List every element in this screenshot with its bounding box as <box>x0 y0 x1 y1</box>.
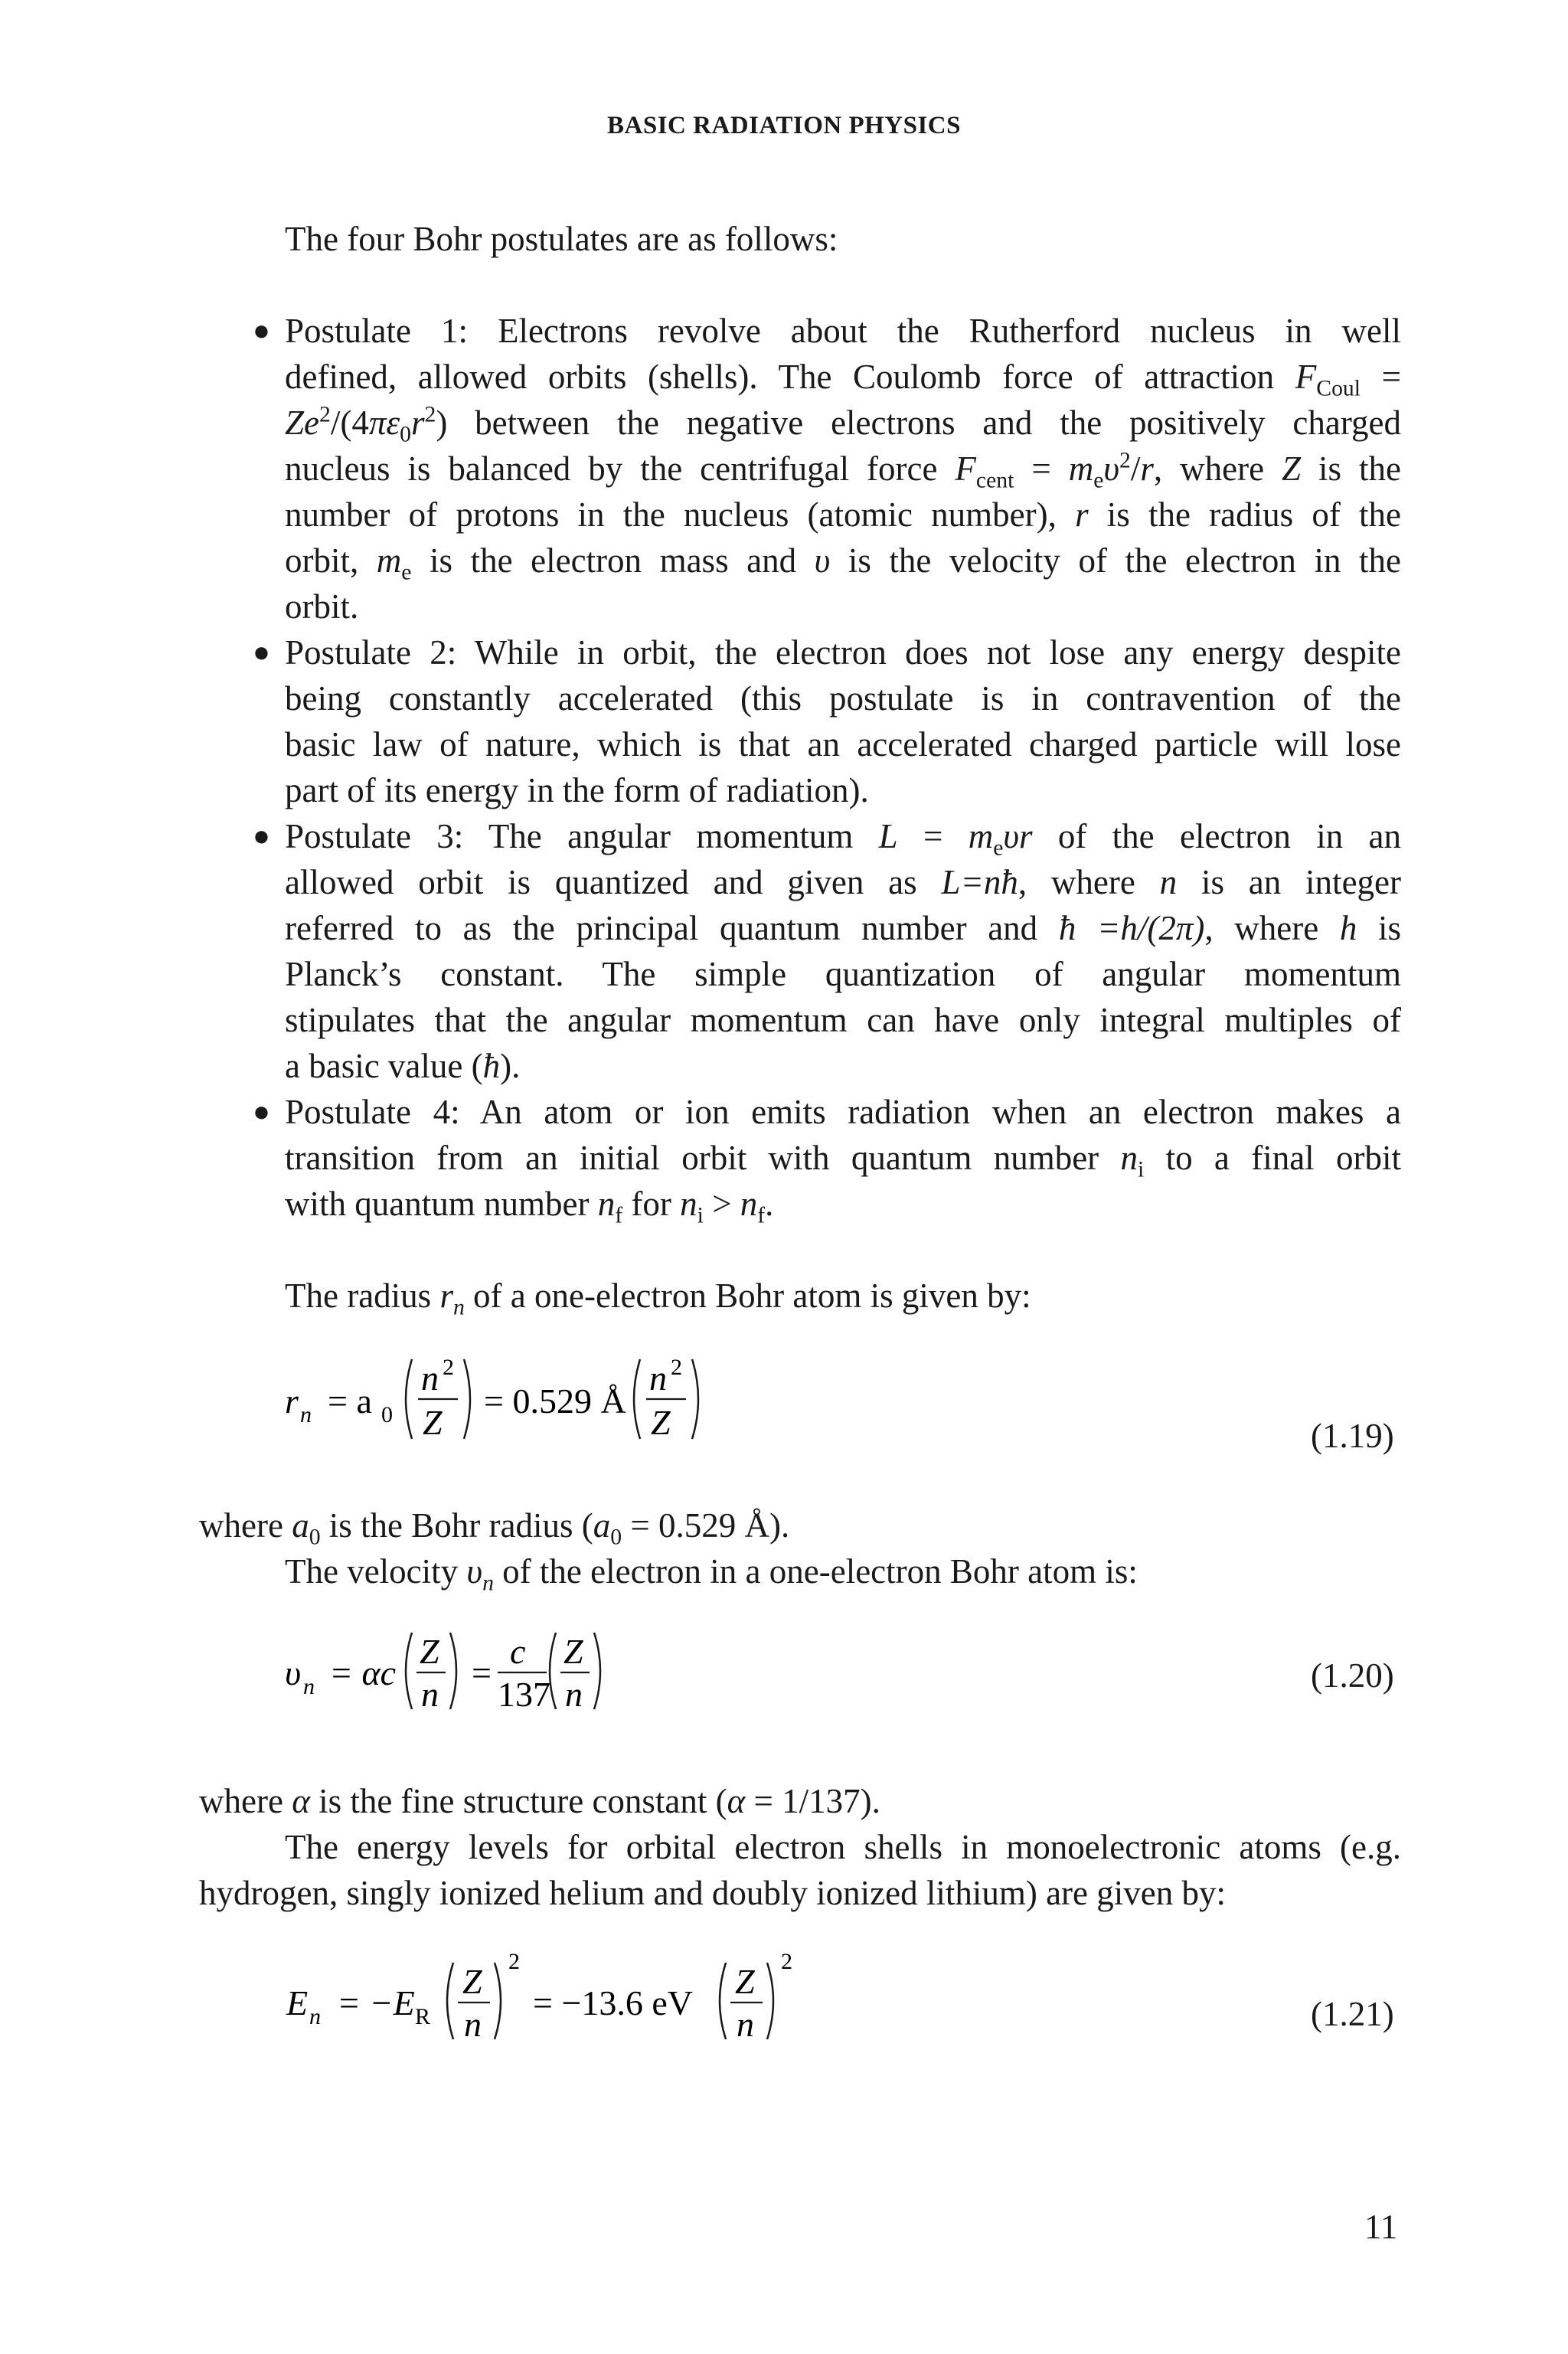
fine-structure-text: where α is the fine structure constant (α = 1/137). <box>199 1782 880 1820</box>
eq121-sup2: 2 <box>781 1949 792 1974</box>
eq119-den1: Z <box>423 1403 443 1442</box>
bohr-radius-text: where $a_0$ is the Bohr radius ($a_0 = 0.529$ Å). <box>199 1506 790 1550</box>
postulate-3-line-4: Planck’s constant. The simple quantization of angular momentum <box>285 955 1401 993</box>
eq120-eq2: = <box>472 1653 492 1692</box>
postulate-2-line-1: Postulate 2: While in orbit, the electron does not lose any energy despite <box>285 633 1401 672</box>
equation-1-21 <box>276 1941 827 2056</box>
postulate-2-line-3: basic law of nature, which is that an accelerated charged particle will lose <box>285 725 1401 763</box>
postulate-1-line-7: orbit. <box>285 587 359 626</box>
running-head: BASIC RADIATION PHYSICS <box>607 112 961 139</box>
postulate-1-line-2: defined, allowed orbits (shells). The Coulomb force of attraction $F_{Coul}$ = <box>285 358 1401 401</box>
eq120-den2: n <box>565 1675 583 1714</box>
postulate-4-line-1: Postulate 4: An atom or ion emits radiation when an electron makes a <box>285 1093 1401 1131</box>
eq120-lhs: υ <box>285 1653 302 1692</box>
eq121-den1: n <box>464 2005 482 2044</box>
eq119-mid: = 0.529 Å <box>484 1381 626 1421</box>
left-paren-icon <box>720 1963 726 2039</box>
postulate-3-line-1: Postulate 3: The angular momentum $L = m_e\upsilon r$ of the electron in an <box>285 817 1401 861</box>
postulate-2-line-4: part of its energy in the form of radiation). <box>285 771 869 809</box>
postulate-1-line-3: $Ze^2/(4\pi\varepsilon_0r^2)$ between the negative electrons and the positively charged <box>285 402 1401 447</box>
eq121-num2: Z <box>735 1962 755 2001</box>
velocity-intro: The velocity $\upsilon_n$ of the electron in a one-electron Bohr atom is: <box>285 1552 1138 1596</box>
eq119-num2-sup: 2 <box>671 1355 682 1380</box>
eq119-num2: n <box>649 1358 667 1398</box>
left-paren-icon <box>406 1359 412 1439</box>
eq121-lhs-sub: n <box>309 2004 321 2029</box>
postulate-3-line-6: a basic value (ħ). <box>285 1047 521 1085</box>
eq119-num1-sup: 2 <box>443 1355 454 1380</box>
right-paren-icon <box>767 1963 773 2039</box>
right-paren-icon <box>692 1359 698 1439</box>
bullet-icon: ● <box>253 636 270 669</box>
eq119-den2: Z <box>651 1403 671 1442</box>
equation-number-1-20: (1.20) <box>1311 1656 1394 1695</box>
eq121-sup1: 2 <box>508 1949 520 1974</box>
bullet-icon: ● <box>253 820 270 852</box>
eq120-den-c: 137 <box>498 1675 550 1714</box>
right-paren-icon <box>464 1359 470 1439</box>
page-number: 11 <box>1364 2208 1398 2246</box>
postulate-3-line-5: stipulates that the angular momentum can have only integral multiples of <box>285 1001 1401 1039</box>
left-paren-icon <box>406 1633 412 1709</box>
eq120-num1: Z <box>420 1632 439 1671</box>
eq121-eq: = −E <box>337 1983 415 2022</box>
postulate-1-line-1: Postulate 1: Electrons revolve about the Rutherford nucleus in well <box>285 312 1401 350</box>
right-paren-icon <box>495 1963 501 2039</box>
left-paren-icon <box>447 1963 453 2039</box>
eq121-den2: n <box>737 2005 754 2044</box>
postulate-2-line-2: being constantly accelerated (this postulate is in contravention of the <box>285 679 1401 718</box>
energy-intro-line-1: The energy levels for orbital electron shells in monoelectronic atoms (e.g. <box>285 1828 1401 1866</box>
energy-intro-line-2: hydrogen, singly ionized helium and doubly ionized lithium) are given by: <box>199 1874 1226 1912</box>
eq119-eq-sub: 0 <box>381 1402 393 1427</box>
equation-1-20 <box>276 1616 674 1731</box>
postulate-4-line-2: transition from an initial orbit with quantum number $n_i$ to a final orbit <box>285 1139 1402 1182</box>
eq121-num1: Z <box>462 1962 482 2001</box>
left-paren-icon <box>550 1633 556 1709</box>
eq120-num-c: c <box>510 1632 526 1671</box>
eq120-lhs-sub: n <box>303 1674 315 1699</box>
radius-intro: The radius $r_n$ of a one-electron Bohr atom is given by: <box>285 1277 1031 1320</box>
postulate-1-line-6: orbit, $m_e$ is the electron mass and υ is the velocity of the electron in the <box>285 541 1401 585</box>
eq121-eq-sub: R <box>415 2004 431 2029</box>
left-paren-icon <box>634 1359 640 1439</box>
equation-1-19 <box>276 1336 750 1451</box>
equation-number-1-19: (1.19) <box>1311 1417 1394 1455</box>
eq121-lhs: E <box>286 1983 309 2022</box>
right-paren-icon <box>450 1633 456 1709</box>
eq119-eq: = a <box>328 1381 372 1421</box>
postulate-4-line-3: with quantum number $n_f$ for $n_i > n_f$. <box>285 1185 774 1228</box>
eq120-den1: n <box>421 1675 439 1714</box>
eq120-num2: Z <box>564 1632 583 1671</box>
postulate-1-line-4: nucleus is balanced by the centrifugal force $F_{cent} = m_e\upsilon^2/r$, where Z is the <box>285 448 1401 493</box>
intro-text: The four Bohr postulates are as follows: <box>285 220 838 258</box>
postulate-1-line-5: number of protons in the nucleus (atomic number), r is the radius of the <box>285 495 1401 534</box>
postulate-3-line-2: allowed orbit is quantized and given as L=nħ, where n is an integer <box>285 863 1401 901</box>
eq119-lhs: r <box>285 1381 299 1421</box>
eq119-num1: n <box>421 1358 439 1398</box>
eq120-eq: = αc <box>329 1653 397 1692</box>
bullet-icon: ● <box>253 1096 270 1128</box>
eq119-lhs-sub: n <box>300 1402 312 1427</box>
equation-number-1-21: (1.21) <box>1311 1995 1394 2033</box>
eq121-mid: = −13.6 eV <box>533 1983 694 2022</box>
postulate-3-line-3: referred to as the principal quantum number and ħ =h/(2π), where h is <box>285 909 1401 947</box>
right-paren-icon <box>594 1633 600 1709</box>
bullet-icon: ● <box>253 315 270 347</box>
